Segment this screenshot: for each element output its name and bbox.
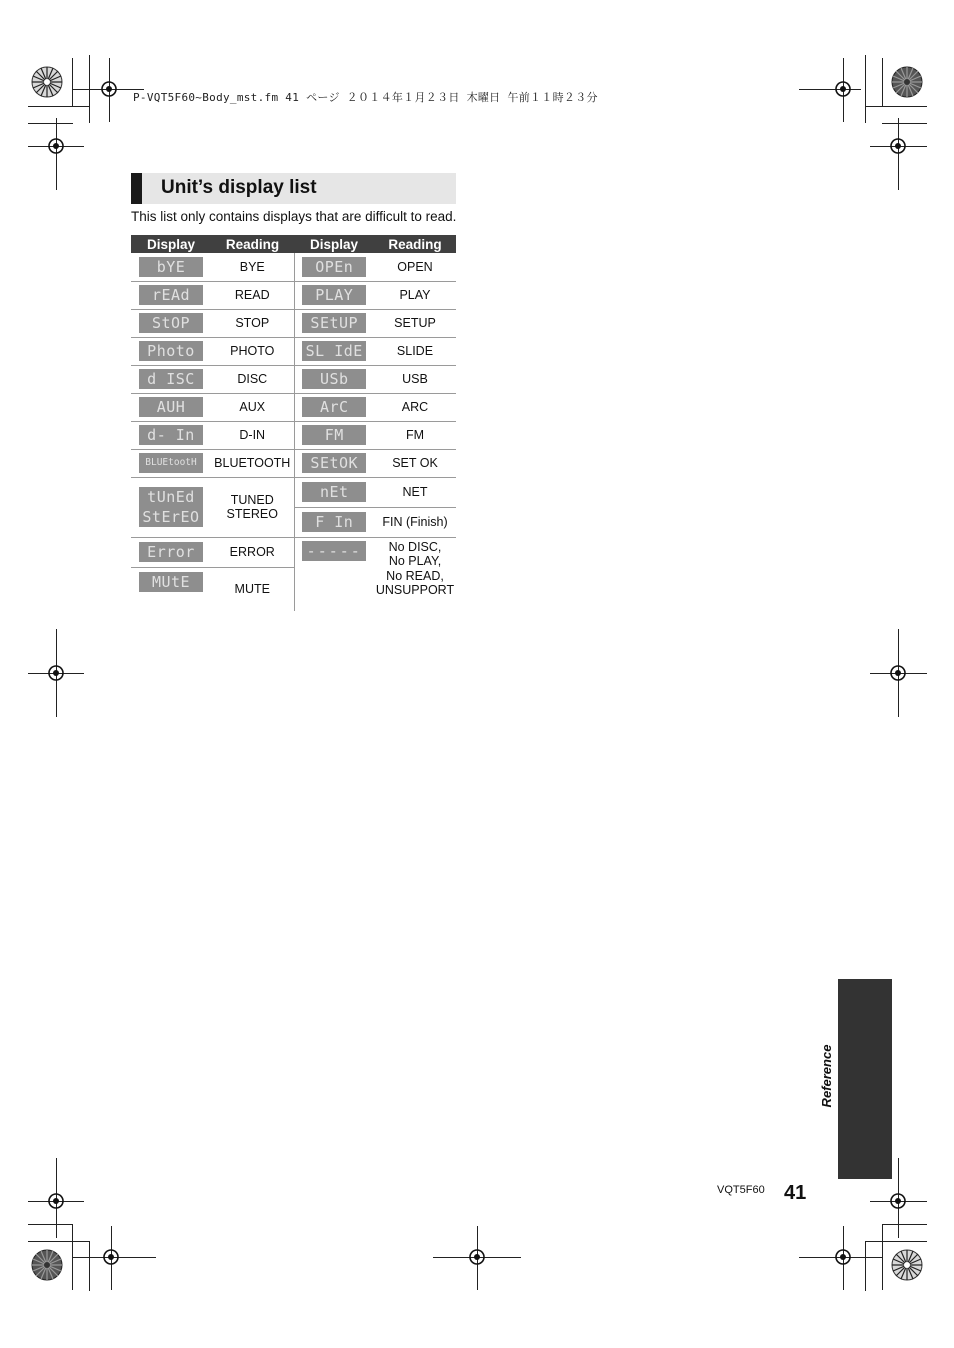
lcd-display: SEtOK — [302, 453, 366, 473]
table-row — [131, 537, 456, 567]
reading-cell: SET OK — [374, 449, 456, 477]
section-title: Unit’s display list — [161, 177, 317, 198]
lcd-display: AUH — [139, 397, 203, 417]
reading-cell: ARC — [374, 393, 456, 421]
registration-target-icon — [101, 1247, 121, 1267]
reading-cell: SLIDE — [374, 337, 456, 365]
lcd-display: Error — [139, 542, 203, 562]
lcd-display: d- In — [139, 425, 203, 445]
table-row — [131, 337, 456, 365]
reading-cell: MUTE — [211, 567, 294, 611]
lcd-display: rEAd — [139, 285, 203, 305]
reading-cell: OPEN — [374, 253, 456, 281]
lcd-display: tUnEd — [139, 487, 203, 507]
lcd-display: nEt — [302, 482, 366, 502]
reading-cell: FIN (Finish) — [374, 507, 456, 537]
reading-cell: STOP — [211, 309, 294, 337]
reading-cell: SETUP — [374, 309, 456, 337]
display-list-table — [131, 235, 456, 611]
reading-cell: NET — [374, 477, 456, 507]
section-title-box — [131, 173, 456, 204]
lcd-display: ----- — [302, 541, 366, 561]
reading-cell: FM — [374, 421, 456, 449]
lcd-display: StErEO — [139, 507, 203, 527]
reading-line: No DISC, — [388, 539, 442, 554]
lcd-display: Photo — [139, 341, 203, 361]
star-target-icon — [31, 66, 63, 98]
file-header-line: P-VQT5F60~Body_mst.fm 41 ページ ２０１４年１月２３日 木曜日 午前１１時２３分 — [133, 91, 598, 104]
reading-cell: AUX — [211, 393, 294, 421]
reading-cell — [211, 477, 294, 537]
column-header: Display — [131, 235, 211, 253]
side-tab-label: Reference — [819, 1044, 834, 1108]
lcd-display: ArC — [302, 397, 366, 417]
model-code: VQT5F60 — [717, 1184, 765, 1196]
registration-target-icon — [467, 1247, 487, 1267]
reading-line: No READ, — [386, 568, 444, 583]
lcd-display: MUtE — [139, 572, 203, 592]
star-target-icon — [891, 1249, 923, 1281]
lcd-display: F In — [302, 512, 366, 532]
table-row — [131, 449, 456, 477]
reading-line: STEREO — [226, 507, 278, 521]
table-row — [131, 309, 456, 337]
lcd-display: USb — [302, 369, 366, 389]
title-accent-bar — [131, 173, 142, 204]
column-header: Reading — [211, 235, 294, 253]
table-row — [131, 253, 456, 281]
registration-target-icon — [888, 1191, 908, 1211]
table-row — [131, 365, 456, 393]
reading-cell: DISC — [211, 365, 294, 393]
table-header-row — [131, 235, 456, 253]
intro-text: This list only contains displays that are difficult to read. — [131, 209, 457, 224]
column-header: Display — [294, 235, 374, 253]
lcd-display: SEtUP — [302, 313, 366, 333]
reading-cell — [374, 537, 456, 611]
star-target-icon — [31, 1249, 63, 1281]
lcd-display: BLUEtootH — [139, 453, 203, 473]
registration-target-icon — [46, 136, 66, 156]
reading-cell: PHOTO — [211, 337, 294, 365]
star-target-icon — [891, 66, 923, 98]
reading-cell: PLAY — [374, 281, 456, 309]
lcd-display: StOP — [139, 313, 203, 333]
lcd-display: OPEn — [302, 257, 366, 277]
registration-target-icon — [833, 79, 853, 99]
registration-target-icon — [46, 663, 66, 683]
page-number: 41 — [784, 1182, 807, 1204]
reading-cell: BYE — [211, 253, 294, 281]
table-row — [131, 393, 456, 421]
lcd-display: PLAY — [302, 285, 366, 305]
table-row — [131, 421, 456, 449]
reading-line: No PLAY, — [388, 554, 442, 568]
lcd-display: SL IdE — [302, 341, 366, 361]
reading-cell: USB — [374, 365, 456, 393]
reading-line: TUNED — [230, 492, 274, 507]
registration-target-icon — [833, 1247, 853, 1267]
table-row — [131, 477, 456, 507]
lcd-display: bYE — [139, 257, 203, 277]
column-header: Reading — [374, 235, 456, 253]
registration-target-icon — [46, 1191, 66, 1211]
reference-side-tab — [838, 979, 892, 1179]
reading-cell: BLUETOOTH — [211, 449, 294, 477]
reading-cell: READ — [211, 281, 294, 309]
registration-target-icon — [888, 136, 908, 156]
table-row — [131, 281, 456, 309]
registration-target-icon — [99, 79, 119, 99]
lcd-display: FM — [302, 425, 366, 445]
reading-cell: D-IN — [211, 421, 294, 449]
reading-line: UNSUPPORT — [375, 583, 455, 597]
reading-cell: ERROR — [229, 545, 275, 559]
registration-target-icon — [888, 663, 908, 683]
lcd-display: d ISC — [139, 369, 203, 389]
